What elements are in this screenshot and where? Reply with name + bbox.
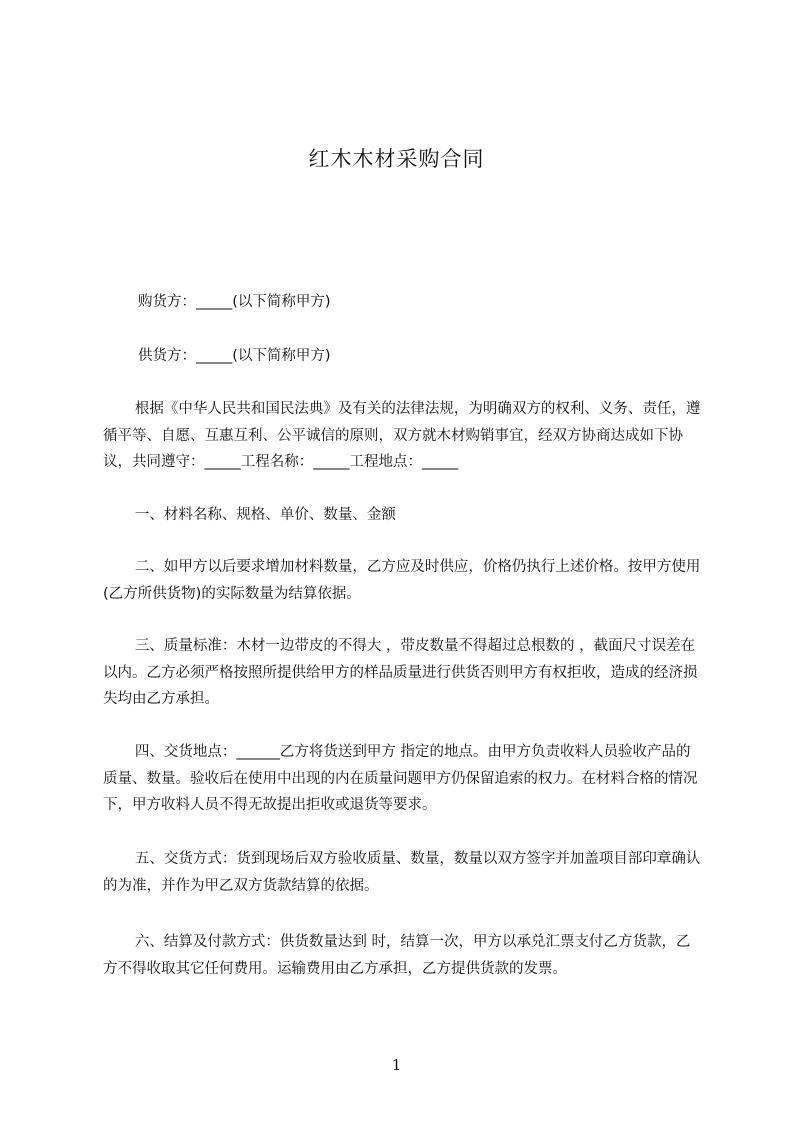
- section-6: 六、结算及付款方式：供货数量达到 时，结算一次，甲方以承兑汇票支付乙方货款，乙方不得收取其它任何费用。运输费用由乙方承担，乙方提供货款的发票。: [103, 934, 691, 977]
- section-5: 五、交货方式：货到现场后双方验收质量、数量，数量以双方签字并加盖项目部印章确认的为准，并作为甲乙双方货款结算的依据。: [103, 851, 701, 894]
- section-2: 二、如甲方以后要求增加材料数量，乙方应及时供应，价格仍执行上述价格。按甲方使用(乙方所供货物)的实际数量为结算依据。: [103, 559, 701, 602]
- section-4: 四、交货地点：______乙方将货送到甲方 指定的地点。由甲方负责收料人员验收产品的质量、数量。验收后在使用中出现的内在质量问题甲方仍保留追索的权力。在材料合格的情况下，甲方收料人员不得无故提出拒收或退货等要求。: [103, 744, 698, 813]
- intro-paragraph: 根据《中华人民共和国民法典》及有关的法律法规，为明确双方的权利、义务、责任，遵循平等、自愿、互惠互利、公平诚信的原则，双方就木材购销事宜，经双方协商达成如下协议，共同遵守：_____工程名称：_____工程地点：_____: [103, 401, 701, 470]
- page-number: 1: [391, 1056, 402, 1074]
- supplier-line: 供货方：_____(以下简称甲方): [138, 348, 331, 364]
- contract-title: 红木木材采购合同: [308, 147, 485, 171]
- section-3: 三、质量标准：木材一边带皮的不得大 ，带皮数量不得超过总根数的 ，截面尺寸误差在 以内。乙方必须严格按照所提供给甲方的样品质量进行供货否则甲方有权拒收，造成的经济损失均由乙方承担。: [103, 638, 698, 707]
- buyer-line: 购货方：_____(以下简称甲方): [138, 294, 331, 310]
- section-1: 一、材料名称、规格、单价、数量、金额: [134, 507, 396, 523]
